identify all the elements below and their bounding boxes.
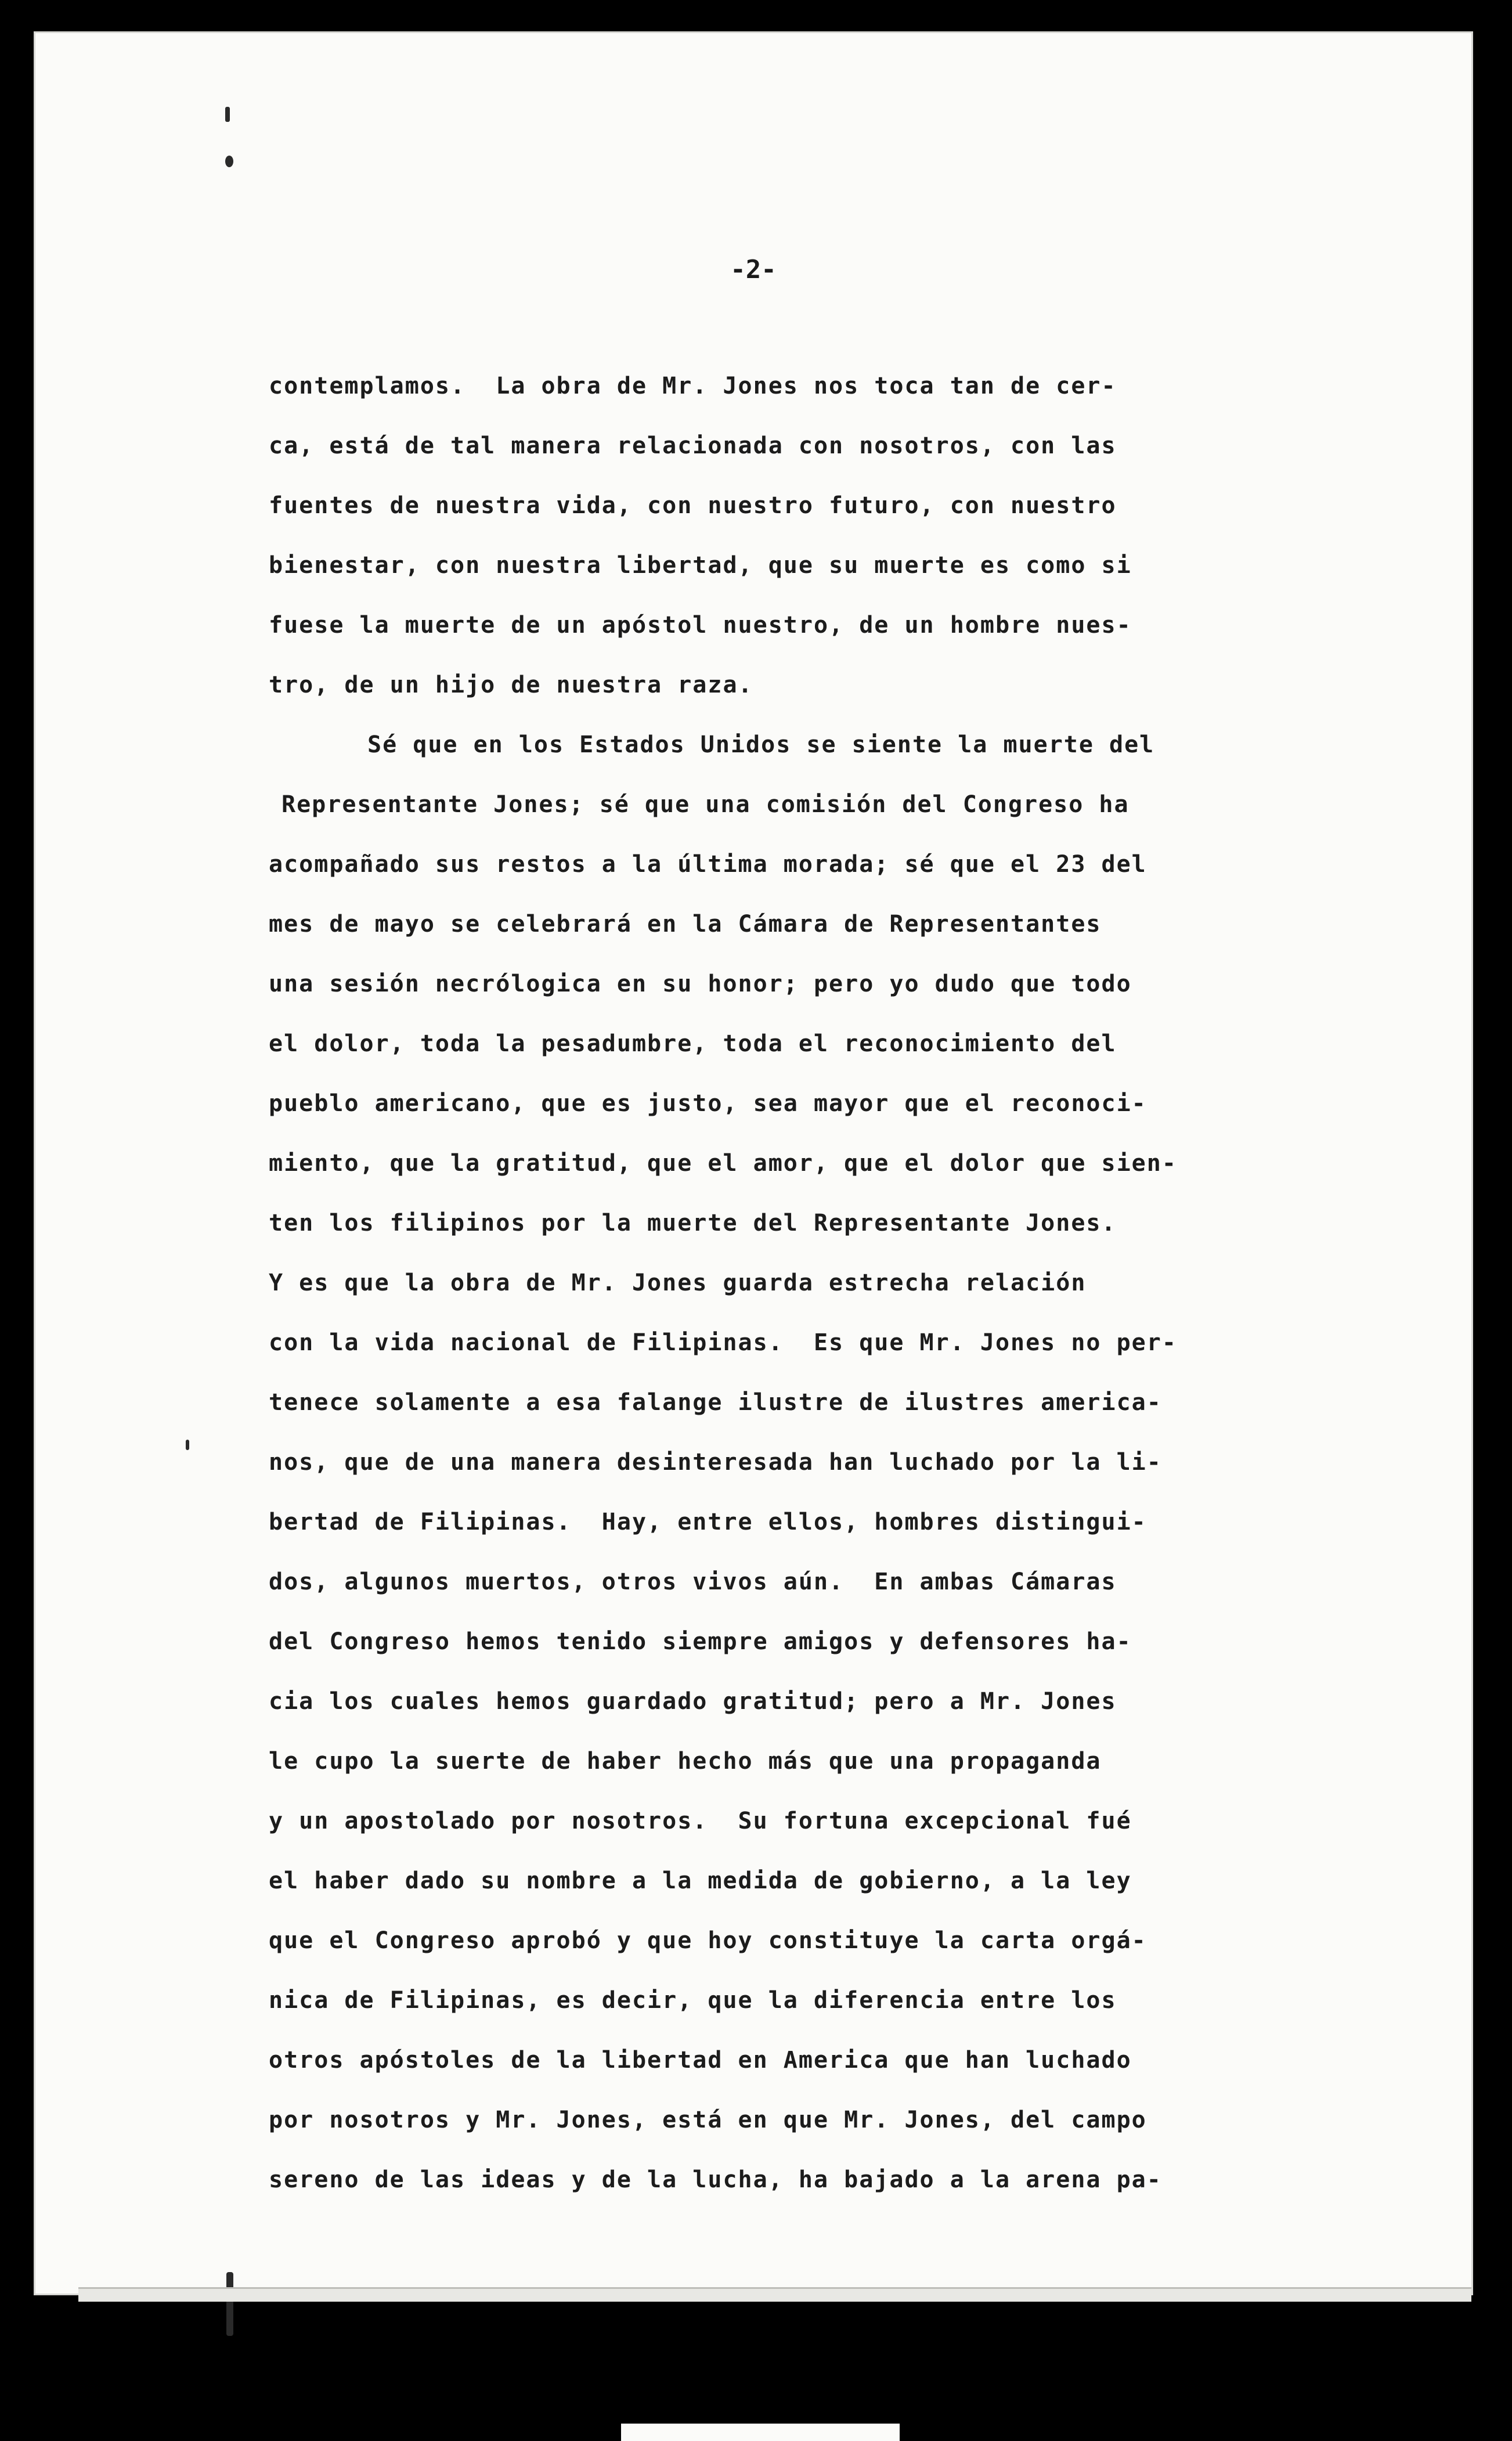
text-line: con la vida nacional de Filipinas. Es que Mr. Jones no per- bbox=[269, 1329, 1177, 1356]
text-line: cia los cuales hemos guardado gratitud; pero a Mr. Jones bbox=[269, 1688, 1117, 1715]
text-line: nica de Filipinas, es decir, que la diferencia entre los bbox=[269, 1987, 1117, 2014]
body-text bbox=[269, 356, 1406, 2210]
underlying-page-edge bbox=[78, 2287, 1471, 2302]
text-line: nos, que de una manera desinteresada han luchado por la li- bbox=[269, 1449, 1162, 1476]
text-line: Y es que la obra de Mr. Jones guarda estrecha relación bbox=[269, 1270, 1087, 1296]
text-line: una sesión necrólogica en su honor; pero yo dudo que todo bbox=[269, 971, 1132, 997]
text-line: que el Congreso aprobó y que hoy constituye la carta orgá- bbox=[269, 1927, 1147, 1954]
text-line: dos, algunos muertos, otros vivos aún. En ambas Cámaras bbox=[269, 1569, 1117, 1595]
text-line: tenece solamente a esa falange ilustre de ilustres america- bbox=[269, 1389, 1162, 1416]
document-page bbox=[34, 31, 1473, 2295]
text-line: el haber dado su nombre a la medida de gobierno, a la ley bbox=[269, 1867, 1132, 1894]
text-line: por nosotros y Mr. Jones, está en que Mr. Jones, del campo bbox=[269, 2107, 1147, 2133]
text-line: Representante Jones; sé que una comisión del Congreso ha bbox=[282, 791, 1130, 818]
page-number: -2- bbox=[730, 255, 777, 284]
text-line: miento, que la gratitud, que el amor, que el dolor que sien- bbox=[269, 1150, 1177, 1177]
binding-mark bbox=[225, 107, 230, 122]
text-line: ca, está de tal manera relacionada con nosotros, con las bbox=[269, 432, 1117, 459]
text-line: ten los filipinos por la muerte del Representante Jones. bbox=[269, 1210, 1117, 1236]
archive-label-tab bbox=[621, 2424, 900, 2441]
text-line: pueblo americano, que es justo, sea mayor que el reconoci- bbox=[269, 1090, 1147, 1117]
text-line: otros apóstoles de la libertad en America que han luchado bbox=[269, 2047, 1132, 2074]
binding-mark bbox=[225, 156, 233, 167]
text-line: mes de mayo se celebrará en la Cámara de Representantes bbox=[269, 911, 1102, 938]
text-line: bienestar, con nuestra libertad, que su muerte es como si bbox=[269, 552, 1132, 579]
text-line: le cupo la suerte de haber hecho más que una propaganda bbox=[269, 1748, 1102, 1775]
text-line: sereno de las ideas y de la lucha, ha bajado a la arena pa- bbox=[269, 2166, 1162, 2193]
text-line: el dolor, toda la pesadumbre, toda el reconocimiento del bbox=[269, 1030, 1117, 1057]
binding-mark bbox=[226, 2272, 233, 2336]
text-line: fuentes de nuestra vida, con nuestro futuro, con nuestro bbox=[269, 492, 1117, 519]
text-line: contemplamos. La obra de Mr. Jones nos toca tan de cer- bbox=[269, 373, 1117, 399]
text-line: fuese la muerte de un apóstol nuestro, de un hombre nues- bbox=[269, 612, 1132, 639]
text-line: y un apostolado por nosotros. Su fortuna excepcional fué bbox=[269, 1808, 1132, 1834]
text-line: acompañado sus restos a la última morada; sé que el 23 del bbox=[269, 851, 1147, 878]
text-line: tro, de un hijo de nuestra raza. bbox=[269, 672, 753, 698]
text-line: Sé que en los Estados Unidos se siente la muerte del bbox=[367, 731, 1155, 758]
text-line: bertad de Filipinas. Hay, entre ellos, hombres distingui- bbox=[269, 1509, 1147, 1535]
binding-mark bbox=[186, 1440, 189, 1450]
text-line: del Congreso hemos tenido siempre amigos y defensores ha- bbox=[269, 1628, 1132, 1655]
